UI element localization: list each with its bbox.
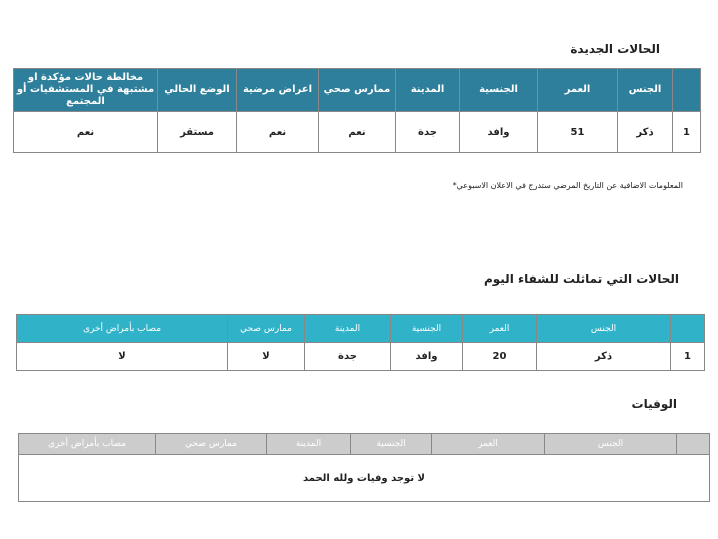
cell-current-status: مستقر: [158, 112, 237, 153]
additional-info-note: المعلومات الاضافية عن التاريخ المرضي ستدرج في الاعلان الاسبوعي*: [452, 181, 683, 190]
new-cases-title: الحالات الجديدة: [570, 42, 660, 56]
header-other-diseases: مصاب بأمراض أخرى: [17, 315, 228, 343]
header-nationality: الجنسية: [351, 434, 432, 455]
new-cases-table: [13, 68, 701, 153]
table-header-row: [14, 69, 701, 112]
deaths-table: [18, 433, 710, 502]
header-index: [673, 69, 701, 112]
table-row: [14, 112, 701, 153]
cell-health-worker: نعم: [319, 112, 396, 153]
header-other-diseases: مصاب بأمراض أخرى: [19, 434, 156, 455]
header-age: العمر: [432, 434, 545, 455]
cell-age: 20: [463, 343, 537, 371]
deaths-title: الوفيات: [631, 397, 677, 411]
cell-city: جدة: [305, 343, 391, 371]
header-index: [677, 434, 710, 455]
header-gender: الجنس: [618, 69, 673, 112]
cell-other-diseases: لا: [17, 343, 228, 371]
cell-index: 1: [671, 343, 705, 371]
cell-contact: نعم: [14, 112, 158, 153]
recovered-title: الحالات التي تماثلت للشفاء اليوم: [483, 272, 679, 286]
table-header-row: [17, 315, 705, 343]
header-nationality: الجنسية: [391, 315, 463, 343]
no-deaths-message: لا توجد وفيات ولله الحمد: [19, 455, 710, 502]
header-health-worker: ممارس صحي: [319, 69, 396, 112]
header-current-status: الوضع الحالي: [158, 69, 237, 112]
table-header-row: [19, 434, 710, 455]
header-city: المدينة: [305, 315, 391, 343]
header-age: العمر: [463, 315, 537, 343]
cell-gender: ذكر: [537, 343, 671, 371]
header-symptoms: اعراض مرضية: [237, 69, 319, 112]
header-city: المدينة: [267, 434, 351, 455]
header-index: [671, 315, 705, 343]
cell-age: 51: [538, 112, 618, 153]
header-health-worker: ممارس صحي: [156, 434, 267, 455]
header-gender: الجنس: [545, 434, 677, 455]
header-age: العمر: [538, 69, 618, 112]
header-city: المدينة: [396, 69, 460, 112]
cell-symptoms: نعم: [237, 112, 319, 153]
header-gender: الجنس: [537, 315, 671, 343]
header-health-worker: ممارس صحي: [228, 315, 305, 343]
cell-gender: ذكر: [618, 112, 673, 153]
cell-health-worker: لا: [228, 343, 305, 371]
cell-city: جدة: [396, 112, 460, 153]
cell-index: 1: [673, 112, 701, 153]
recovered-table: [16, 314, 705, 371]
cell-nationality: وافد: [391, 343, 463, 371]
header-nationality: الجنسية: [460, 69, 538, 112]
cell-nationality: وافد: [460, 112, 538, 153]
table-row: [17, 343, 705, 371]
header-contact: مخالطة حالات مؤكدة او مشتبهة في المستشفيات أو المجتمع: [14, 69, 158, 112]
table-row: [19, 455, 710, 502]
